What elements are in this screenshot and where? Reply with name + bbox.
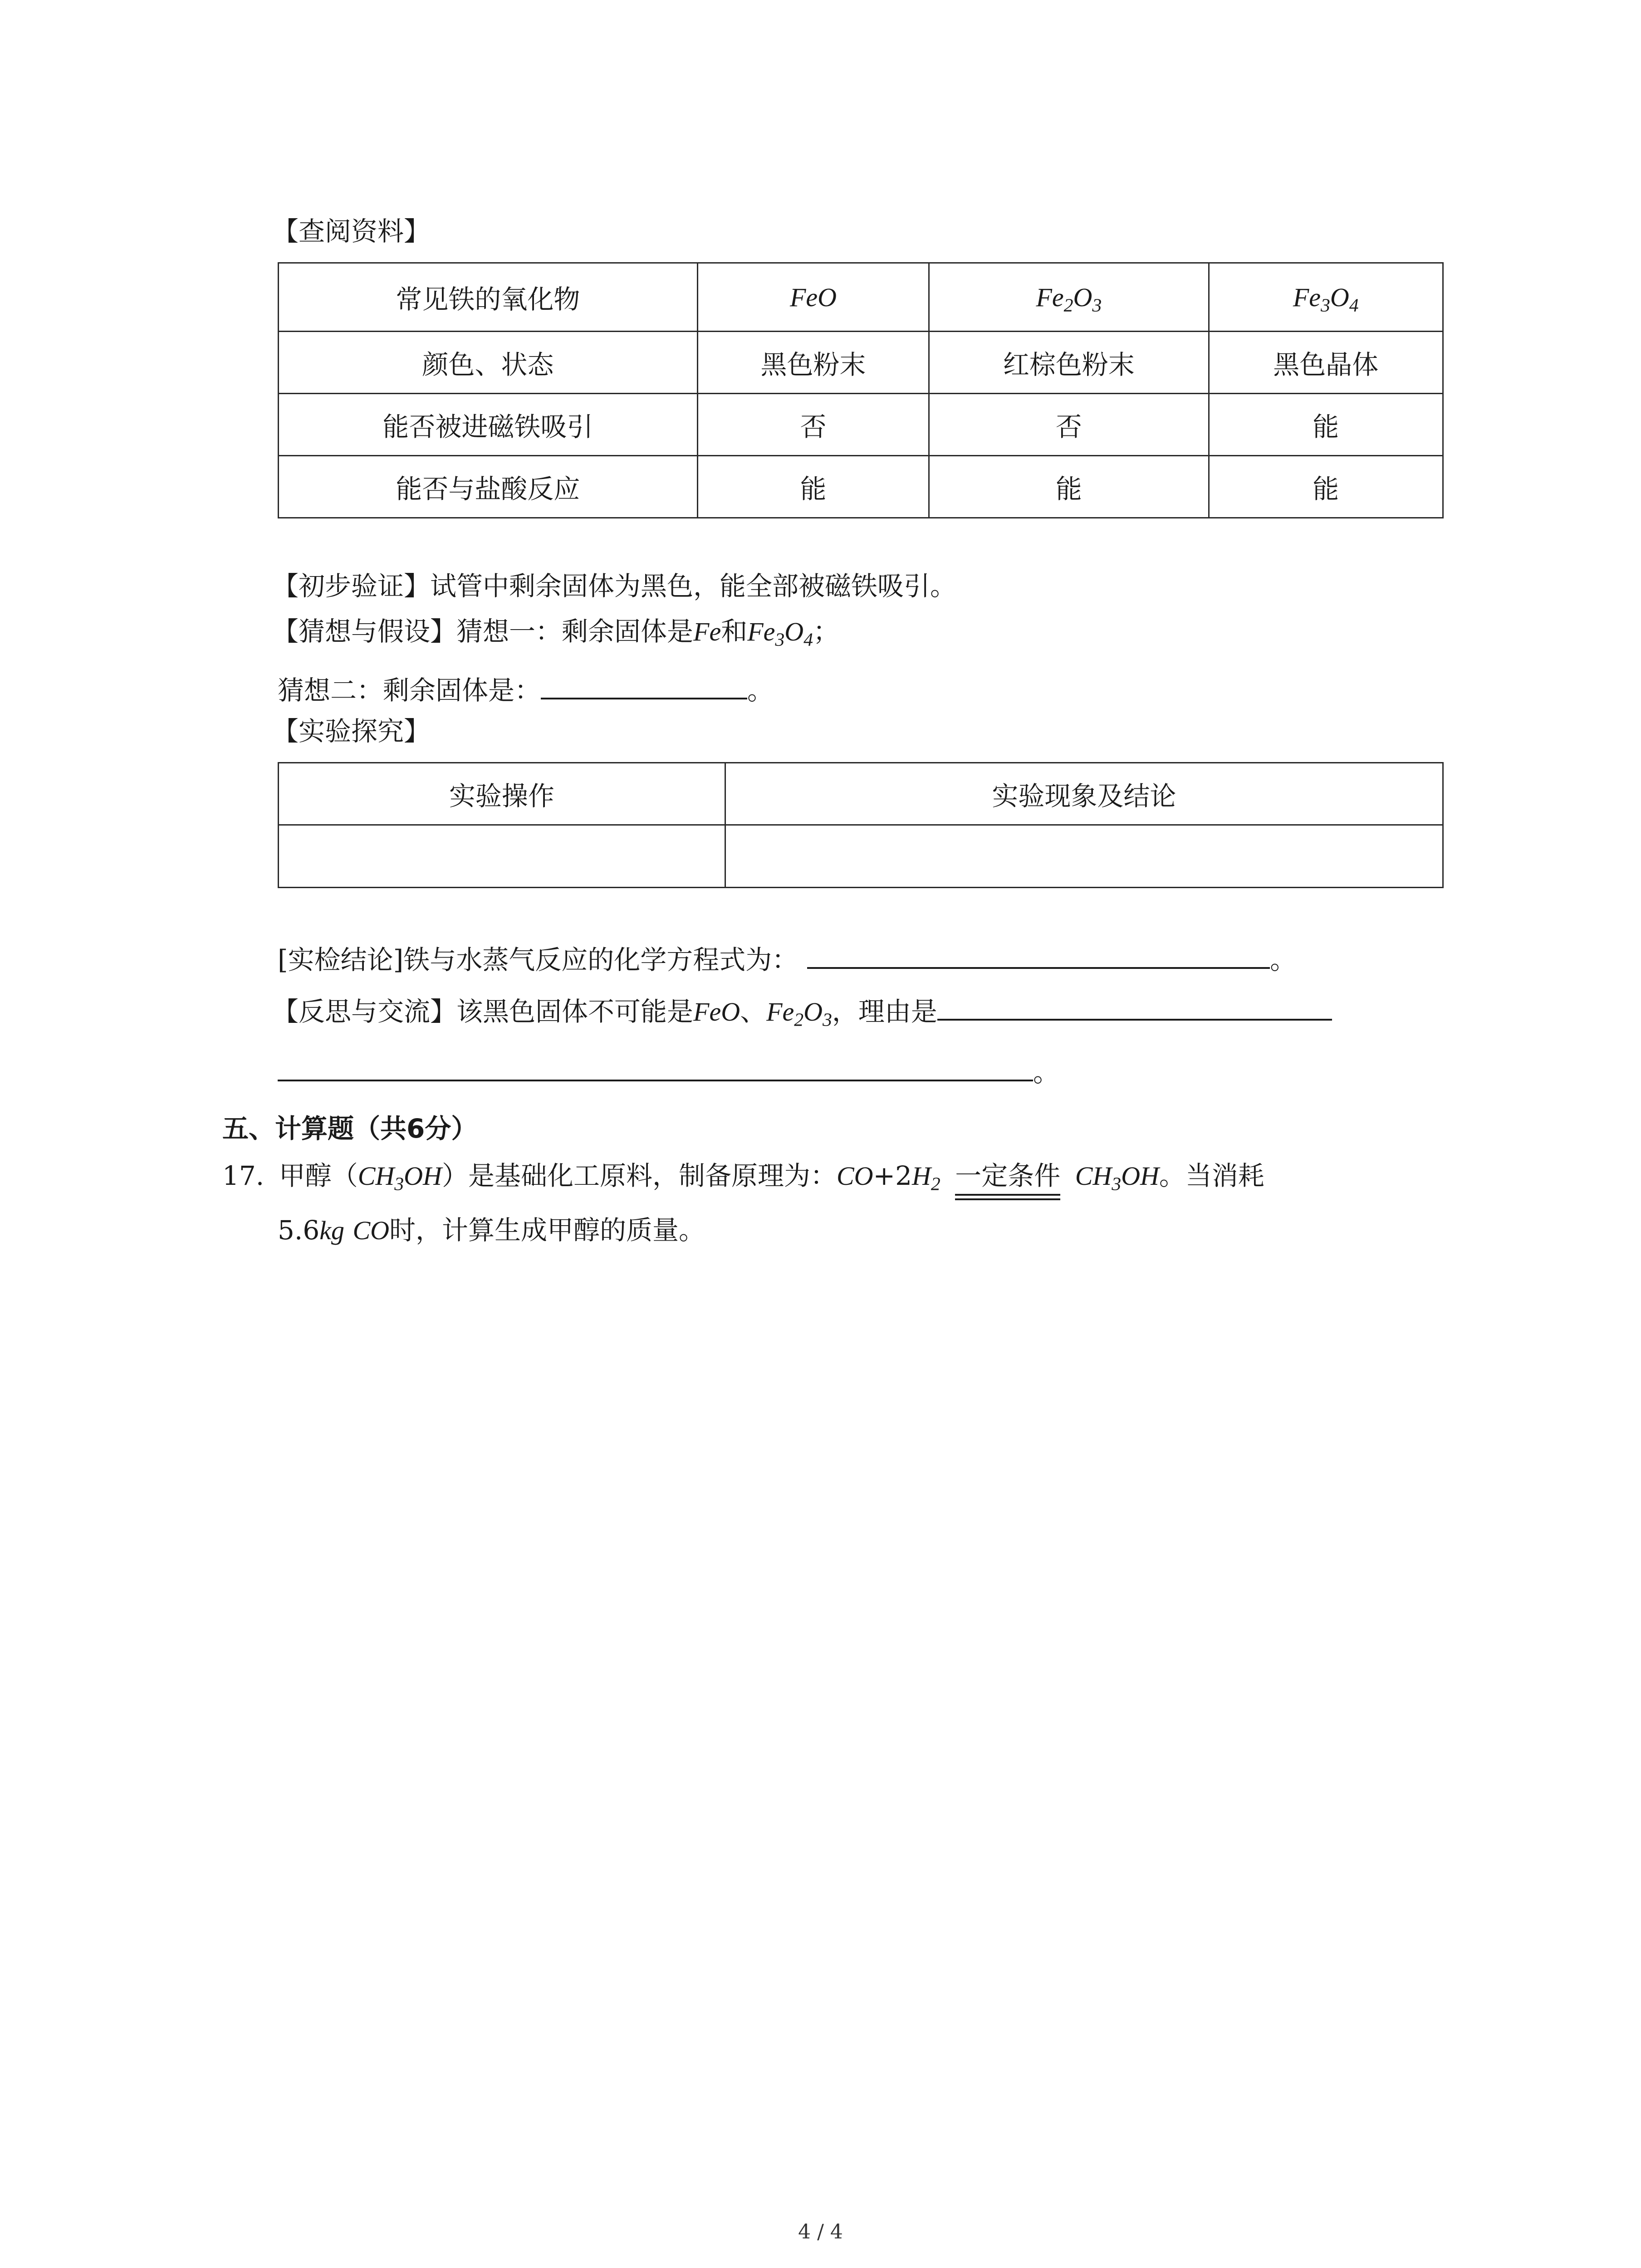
question-17	[222, 1158, 1264, 1200]
table-row	[279, 263, 1443, 332]
reaction-condition: 一定条件	[955, 1158, 1060, 1200]
reflection-prefix: 【反思与交流】该黑色固体不可能是	[272, 996, 694, 1027]
table-row	[279, 763, 1443, 825]
table-cell: 否	[929, 394, 1209, 456]
table-cell: 常见铁的氧化物	[279, 263, 698, 332]
formula-feo: FeO	[693, 997, 740, 1026]
table-row	[279, 456, 1443, 518]
table-cell: 否	[697, 394, 929, 456]
formula-ch3oh-product: $CH_3OH$	[1075, 1161, 1159, 1195]
experiment-operation-header: 实验操作	[279, 763, 725, 825]
reflection-blank-1[interactable]	[937, 992, 1332, 1021]
table-cell: 颜色、状态	[279, 332, 698, 394]
conclusion-end: 。	[1270, 944, 1297, 975]
table-cell-fe3o4: $Fe_3O_4$	[1209, 263, 1443, 332]
experiment-heading: 【实验探究】	[272, 716, 431, 747]
table-cell: 能	[697, 456, 929, 518]
experiment-result-header: 实验现象及结论	[725, 763, 1443, 825]
q17-plus2: +2	[873, 1160, 912, 1191]
reflection-line-2	[278, 1052, 1059, 1090]
conclusion-label: [实检结论]铁与水蒸气反应的化学方程式为：	[278, 944, 798, 975]
table-row	[279, 825, 1443, 888]
table-cell: 能	[1209, 394, 1443, 456]
q17-mass: 5.6	[278, 1215, 320, 1246]
hypothesis-two	[278, 670, 774, 709]
table-cell-feo: FeO	[697, 263, 929, 332]
formula-ch3oh: $CH_3OH$	[358, 1161, 442, 1195]
conclusion-blank[interactable]	[807, 940, 1270, 969]
table-cell: 能	[929, 456, 1209, 518]
hypothesis-two-end: 。	[747, 675, 774, 706]
table-cell: 红棕色粉末	[929, 332, 1209, 394]
table-cell: 黑色粉末	[697, 332, 929, 394]
page-number: 4 / 4	[798, 2220, 843, 2244]
table-cell: 能否被进磁铁吸引	[279, 394, 698, 456]
experiment-conclusion	[278, 940, 1296, 978]
reflection-sep: 、	[740, 996, 767, 1027]
table-row	[279, 332, 1443, 394]
table-cell: 能否与盐酸反应	[279, 456, 698, 518]
formula-h2: $H_2$	[912, 1161, 941, 1195]
reflection	[272, 992, 1332, 1030]
experiment-operation-cell[interactable]	[279, 825, 725, 888]
formula-co: CO	[836, 1161, 873, 1191]
table-row	[279, 394, 1443, 456]
preliminary-verification: 【初步验证】试管中剩余固体为黑色，能全部被磁铁吸引。	[272, 571, 957, 601]
experiment-result-cell[interactable]	[725, 825, 1443, 888]
formula-co-2: CO	[353, 1216, 390, 1245]
q17-text-4: 时，计算生成甲醇的质量。	[389, 1215, 705, 1246]
reflection-blank-2[interactable]	[278, 1052, 1033, 1081]
experiment-table	[278, 762, 1444, 888]
question-number: 17.	[222, 1160, 265, 1191]
question-17-line-2	[278, 1212, 705, 1249]
reflection-end: 。	[1033, 1057, 1060, 1088]
formula-fe3o4: $Fe_3O_4$	[747, 617, 813, 650]
formula-fe: Fe	[693, 617, 721, 646]
hypothesis-one-end: ；	[813, 616, 840, 647]
table-cell: 能	[1209, 456, 1443, 518]
formula-fe2o3: $Fe_2O_3$	[766, 997, 832, 1031]
hypothesis-two-label: 猜想二：剩余固体是：	[278, 675, 541, 706]
table-cell-fe2o3: $Fe_2O_3$	[929, 263, 1209, 332]
reflection-suffix: ，理由是	[832, 996, 937, 1027]
hypothesis-one	[272, 613, 839, 650]
q17-text-1: 甲醇（	[279, 1160, 358, 1191]
lookup-heading: 【查阅资料】	[272, 216, 431, 247]
section-title: 五、计算题（共6分）	[222, 1113, 478, 1144]
hypothesis-two-blank[interactable]	[541, 670, 747, 699]
iron-oxide-properties-table	[278, 262, 1444, 518]
q17-text-2: ）是基础化工原料，制备原理为：	[441, 1160, 837, 1191]
table-cell: 黑色晶体	[1209, 332, 1443, 394]
hypothesis-one-and: 和	[721, 616, 748, 647]
hypothesis-one-prefix: 【猜想与假设】猜想一：剩余固体是	[272, 616, 694, 647]
q17-unit: kg	[319, 1216, 344, 1245]
q17-text-3: 。当消耗	[1159, 1160, 1264, 1191]
